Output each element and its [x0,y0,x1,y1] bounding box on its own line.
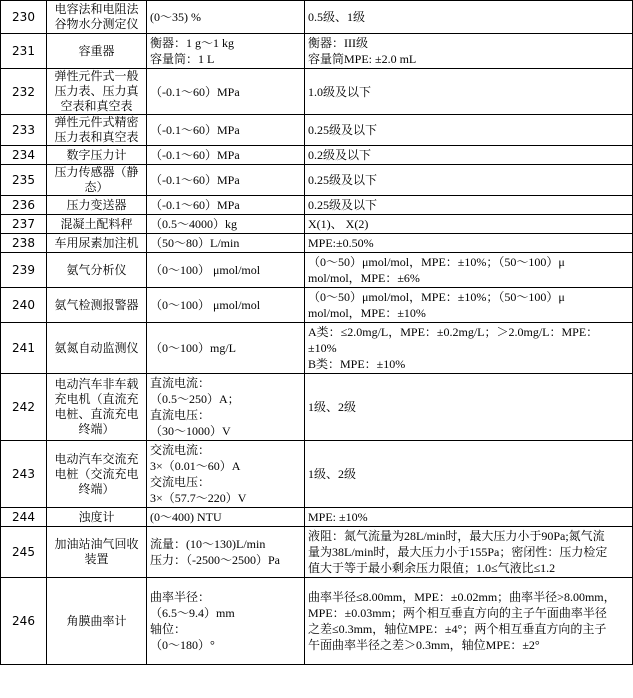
instrument-name [47,34,147,69]
measurement-range-line: 流量：(10～130)L/min [150,537,266,551]
accuracy-grade-line: MPE：±0.03mm；两个相互垂直方向的主子午面曲率半径 [308,606,607,620]
accuracy-grade [305,323,633,374]
row-number: 237 [1,215,47,234]
instrument-name-line: 车用尿素加注机 [54,235,139,250]
row-number: 236 [1,196,47,215]
measurement-range [147,215,305,234]
instrument-name [47,196,147,215]
measurement-range [147,527,305,578]
table-body [1,1,633,665]
accuracy-grade-line: MPE: ±10% [308,510,368,524]
row-number: 238 [1,234,47,253]
table-row [1,146,633,165]
measurement-range-line: 压力：（-2500～2500）Pa [150,553,280,567]
accuracy-grade-line: （0～50）μmol/mol，MPE：±10%；（50～100）μ [308,255,565,269]
row-number: 239 [1,253,47,288]
accuracy-grade [305,1,633,34]
instrument-name [47,234,147,253]
instrument-name-line: 数字压力计 [66,147,127,162]
accuracy-grade [305,69,633,115]
accuracy-grade [305,288,633,323]
measurement-range [147,234,305,253]
table-row [1,288,633,323]
row-number: 245 [1,527,47,578]
measurement-range-line: （-0.1～60）MPa [150,198,240,212]
measurement-range [147,115,305,146]
table-row [1,234,633,253]
table-row [1,374,633,441]
measurement-range-line: （-0.1～60）MPa [150,148,240,162]
instrument-name-line: 压力表和真空表 [54,130,139,144]
measurement-range [147,34,305,69]
table-row [1,527,633,578]
instrument-name-line: 终端） [78,481,115,496]
instrument-name [47,115,147,146]
measurement-range [147,253,305,288]
row-number: 241 [1,323,47,374]
instrument-name [47,165,147,196]
accuracy-grade-line: 值大于等于最小剩余压力限值；1.0≤气液比≤1.2 [308,561,556,575]
accuracy-grade [305,234,633,253]
measurement-range-line: （0～100）mg/L [150,341,236,355]
measurement-range [147,288,305,323]
row-number: 233 [1,115,47,146]
row-number: 243 [1,441,47,508]
instrument-name-line: 电动汽车非车载 [54,377,139,391]
table-row [1,115,633,146]
accuracy-grade [305,374,633,441]
measurement-range-line: （-0.1～60）MPa [150,123,240,137]
accuracy-grade-line: mol/mol，MPE：±10% [308,306,426,320]
measurement-range-line: （-0.1～60）MPa [150,173,240,187]
measurement-range [147,441,305,508]
instrument-name-line: 氨气检测报警器 [54,297,139,312]
accuracy-grade [305,215,633,234]
instrument-name [47,253,147,288]
measurement-range-line: 轴位： [150,622,187,636]
table-row [1,69,633,115]
accuracy-grade-line: 午面曲率半径之差＞0.3mm，轴位MPE：±2° [308,638,540,652]
measurement-range-line: （0.5～4000）kg [150,217,238,231]
measurement-range-line: 3×（57.7～220）V [150,491,247,505]
instrument-name-line: 装置 [84,552,109,566]
measurement-range-line: （-0.1～60）MPa [150,84,240,99]
accuracy-grade [305,441,633,508]
measurement-range-line: （0.5～250）A； [150,392,240,406]
accuracy-grade-line: A类：≤2.0mg/L，MPE：±0.2mg/L；＞2.0mg/L：MPE： [308,325,599,339]
accuracy-grade-line: 1级、2级 [308,400,357,414]
instrument-name-line: 压力传感器（静 [54,165,139,179]
instrument-name-line: 充电机（直流充 [54,392,139,406]
row-number: 232 [1,69,47,115]
measurement-range-line: （50～80）L/min [150,236,240,250]
instrument-name-line: 终端） [78,422,115,436]
accuracy-grade-line: 0.2级及以下 [308,148,372,162]
instrument-name-line: 谷物水分测定仪 [54,17,139,31]
measurement-range-line: 容量筒：1 L [150,52,215,66]
accuracy-grade-line: （0～50）μmol/mol，MPE：±10%；（50～100）μ [308,290,565,304]
row-number: 246 [1,578,47,665]
accuracy-grade [305,146,633,165]
instrument-name [47,215,147,234]
instrument-name-line: 电桩（交流充电 [54,466,139,481]
measurement-range-line: 交流电压： [150,475,211,489]
instrument-name [47,578,147,665]
accuracy-grade [305,508,633,527]
row-number: 234 [1,146,47,165]
measurement-range-line: 直流电流： [150,376,211,390]
accuracy-grade-line: 0.25级及以下 [308,198,378,212]
row-number: 235 [1,165,47,196]
instrument-name-line: 混凝土配料秤 [60,216,133,231]
measurement-range [147,374,305,441]
measurement-range-line: （6.5～9.4）mm [150,606,235,620]
accuracy-grade-line: 曲率半径≤8.00mm，MPE：±0.02mm；曲率半径>8.00mm， [308,590,616,604]
accuracy-grade [305,578,633,665]
measurement-range [147,1,305,34]
instrument-name-line: 氨气分析仪 [66,262,127,277]
accuracy-grade-line: 0.25级及以下 [308,173,378,187]
measurement-range-line: 曲率半径： [150,590,211,604]
measurement-range-line: （0～100） μmol/mol [150,298,261,312]
measurement-range-line: (0～35) % [150,10,201,24]
accuracy-grade [305,165,633,196]
instrument-name-line: 浊度计 [78,509,115,524]
accuracy-grade-line: 1级、2级 [308,467,357,481]
instrument-name-line: 弹性元件式精密 [54,115,139,129]
instrument-name [47,323,147,374]
row-number: 231 [1,34,47,69]
accuracy-grade-line: 0.5级、1级 [308,10,366,24]
instrument-name [47,288,147,323]
table-row [1,1,633,34]
row-number: 242 [1,374,47,441]
instrument-name-line: 电容法和电阻法 [54,2,139,16]
measurement-range [147,196,305,215]
row-number: 230 [1,1,47,34]
accuracy-grade-line: 衡器：III级 [308,36,368,50]
accuracy-grade [305,253,633,288]
measurement-range [147,146,305,165]
table-row [1,215,633,234]
instrument-name [47,146,147,165]
accuracy-grade-line: 液阻：氮气流量为28L/min时，最大压力小于90Pa;氮气流 [308,529,605,543]
measurement-range-line: （30～1000）V [150,424,231,438]
measurement-range-line: 直流电压： [150,408,211,422]
accuracy-grade-line: mol/mol，MPE：±6% [308,271,420,285]
accuracy-grade [305,34,633,69]
instrument-name-line: 空表和真空表 [60,99,133,113]
measurement-range-line: （0～100） μmol/mol [150,263,261,277]
instrument-name [47,1,147,34]
measurement-range-line: 交流电流： [150,443,211,457]
instrument-name-line: 压力变送器 [66,197,127,212]
instrument-name-line: 角膜曲率计 [66,613,127,628]
measurement-range-line: (0～400) NTU [150,510,222,524]
accuracy-grade-line: 容量筒MPE: ±2.0 mL [308,52,417,66]
instrument-name-line: 态） [84,180,109,194]
measurement-range [147,69,305,115]
row-number: 240 [1,288,47,323]
instrument-name-line: 容重器 [78,43,115,58]
table-row [1,165,633,196]
instrument-name-line: 加油站油气回收 [54,537,139,551]
instrument-name [47,508,147,527]
measurement-range-line: 衡器：1 g～1 kg [150,36,235,50]
accuracy-grade-line: ±10% [308,341,337,355]
instrument-name [47,374,147,441]
table-row [1,323,633,374]
instrument-name-line: 电桩、直流充电 [54,407,139,421]
instrument-name [47,69,147,115]
accuracy-grade-line: X(1)、 X(2) [308,217,369,231]
table-row [1,196,633,215]
measurement-range [147,578,305,665]
accuracy-grade-line: 0.25级及以下 [308,123,378,137]
instrument-name-line: 氨氮自动监测仪 [54,340,139,355]
measurement-range [147,165,305,196]
measurement-range-line: （0～180）° [150,638,215,652]
instrument-name [47,527,147,578]
accuracy-grade-line: MPE:±0.50% [308,236,374,250]
accuracy-grade [305,527,633,578]
measurement-range [147,323,305,374]
instrument-name-line: 电动汽车交流充 [54,451,139,466]
table-row [1,34,633,69]
accuracy-grade [305,196,633,215]
accuracy-grade-line: 之差≤0.3mm，轴位MPE：±4°；两个相互垂直方向的主子 [308,622,607,636]
accuracy-grade-line: 1.0级及以下 [308,84,372,99]
table-row [1,578,633,665]
accuracy-grade-line: B类：MPE：±10% [308,357,406,371]
accuracy-grade [305,115,633,146]
accuracy-grade-line: 量为38L/min时，最大压力小于155Pa；密闭性：压力检定 [308,545,608,559]
table-row [1,441,633,508]
measurement-range [147,508,305,527]
measurement-range-line: 3×（0.01～60）A [150,459,241,473]
instrument-name [47,441,147,508]
instrument-name-line: 压力表、压力真 [54,84,139,98]
row-number: 244 [1,508,47,527]
instrument-name-line: 弹性元件式一般 [54,69,139,83]
table-row [1,253,633,288]
table-row [1,508,633,527]
